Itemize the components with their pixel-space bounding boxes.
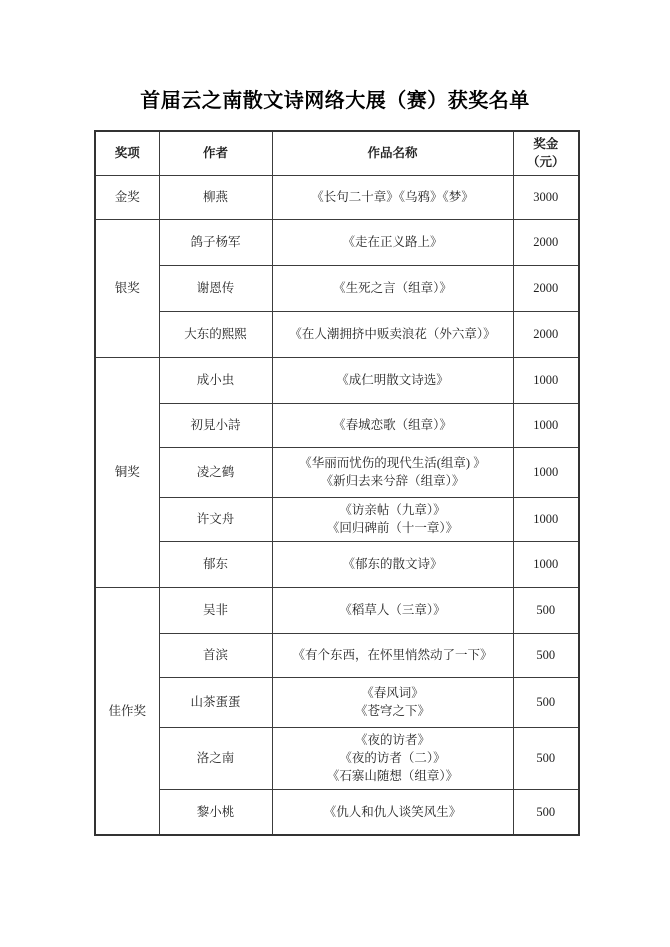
work-cell: [272, 497, 513, 541]
work-cell: [272, 357, 513, 403]
work-title-line: 《春风词》: [361, 685, 424, 700]
work-cell: [272, 403, 513, 447]
author-cell: 洛之南: [159, 727, 272, 789]
prize-cell: 1000: [513, 541, 579, 587]
work-title-line: 《成仁明散文诗选》: [336, 372, 449, 387]
work-cell: [272, 541, 513, 587]
author-cell: 黎小桃: [159, 789, 272, 835]
prize-cell: 2000: [513, 265, 579, 311]
prize-cell: 500: [513, 633, 579, 677]
table-row: [95, 311, 579, 357]
prize-cell: 1000: [513, 497, 579, 541]
table-row: [95, 541, 579, 587]
table-row: [95, 447, 579, 497]
work-cell: [272, 265, 513, 311]
prize-cell: 3000: [513, 175, 579, 219]
work-title-line: 《仇人和仇人谈笑风生》: [323, 804, 462, 819]
author-cell: 鸽子杨军: [159, 219, 272, 265]
table-row: [95, 789, 579, 835]
prize-cell: 1000: [513, 357, 579, 403]
author-cell: 柳燕: [159, 175, 272, 219]
work-cell: [272, 633, 513, 677]
table-row: [95, 357, 579, 403]
award-label-merit: 佳作奖: [95, 587, 159, 835]
author-cell: 凌之鹤: [159, 447, 272, 497]
header-work: 作品名称: [272, 131, 513, 175]
author-cell: 首滨: [159, 633, 272, 677]
table-row: [95, 587, 579, 633]
header-award: 奖项: [95, 131, 159, 175]
work-cell: [272, 587, 513, 633]
author-cell: 初見小詩: [159, 403, 272, 447]
author-cell: 成小虫: [159, 357, 272, 403]
prize-cell: 2000: [513, 311, 579, 357]
table-row: [95, 727, 579, 789]
work-title-line: 《夜的访者》: [354, 732, 430, 747]
table-row: [95, 265, 579, 311]
author-cell: 山茶蛋蛋: [159, 677, 272, 727]
award-label-gold: 金奖: [95, 175, 159, 219]
prize-cell: 500: [513, 789, 579, 835]
work-title-line: 《回归碑前（十一章）》: [326, 521, 459, 535]
work-cell: [272, 447, 513, 497]
prize-cell: 1000: [513, 403, 579, 447]
table-row: [95, 219, 579, 265]
author-cell: 许文舟: [159, 497, 272, 541]
work-title-line: 《长句二十章》《乌鸦》《梦》: [311, 189, 474, 204]
author-cell: 谢恩传: [159, 265, 272, 311]
work-title-line: 《访亲帖（九章）》: [339, 502, 446, 517]
work-cell: [272, 175, 513, 219]
author-cell: 吴非: [159, 587, 272, 633]
header-prize: [513, 131, 579, 175]
work-title-line: 《石寨山随想（组章）》: [326, 769, 459, 784]
prize-cell: 500: [513, 677, 579, 727]
work-title-line: 《夜的访者（二）》: [339, 750, 446, 765]
header-prize-line2: （元）: [526, 155, 565, 170]
work-title-line: 《春城恋歌（组章）》: [333, 417, 452, 432]
work-title-line: 《生死之言（组章）》: [333, 280, 452, 295]
work-title-line: 《稻草人（三章）》: [339, 602, 446, 617]
work-cell: [272, 677, 513, 727]
work-title-line: 《有个东西，在怀里悄然动了一下》: [292, 647, 493, 662]
prize-cell: 500: [513, 587, 579, 633]
table-header-row: [95, 131, 579, 175]
award-label-silver: 银奖: [95, 219, 159, 357]
table-row: [95, 497, 579, 541]
award-label-bronze: 铜奖: [95, 357, 159, 587]
prize-cell: 500: [513, 727, 579, 789]
prize-cell: 1000: [513, 447, 579, 497]
work-title-line: 《新归去来兮辞（组章）》: [320, 474, 465, 488]
work-cell: [272, 727, 513, 789]
work-cell: [272, 311, 513, 357]
prize-cell: 2000: [513, 219, 579, 265]
author-cell: 郁东: [159, 541, 272, 587]
work-cell: [272, 219, 513, 265]
work-title-line: 《在人潮拥挤中贩卖浪花（外六章）》: [289, 326, 496, 341]
table-row: [95, 633, 579, 677]
work-title-line: 《苍穹之下》: [354, 704, 430, 718]
header-author: 作者: [159, 131, 272, 175]
work-title-line: 《走在正义路上》: [342, 234, 443, 249]
work-cell: [272, 789, 513, 835]
work-title-line: 《郁东的散文诗》: [342, 556, 443, 571]
table-row: [95, 677, 579, 727]
table-row: [95, 403, 579, 447]
header-prize-line1: 奖金: [533, 137, 559, 152]
table-row: [95, 175, 579, 219]
author-cell: 大东的熙熙: [159, 311, 272, 357]
awards-table: [94, 130, 580, 836]
page-title: 首届云之南散文诗网络大展（赛）获奖名单: [140, 90, 530, 112]
work-title-line: 《华丽而忧伤的现代生活(组章) 》: [299, 455, 486, 470]
